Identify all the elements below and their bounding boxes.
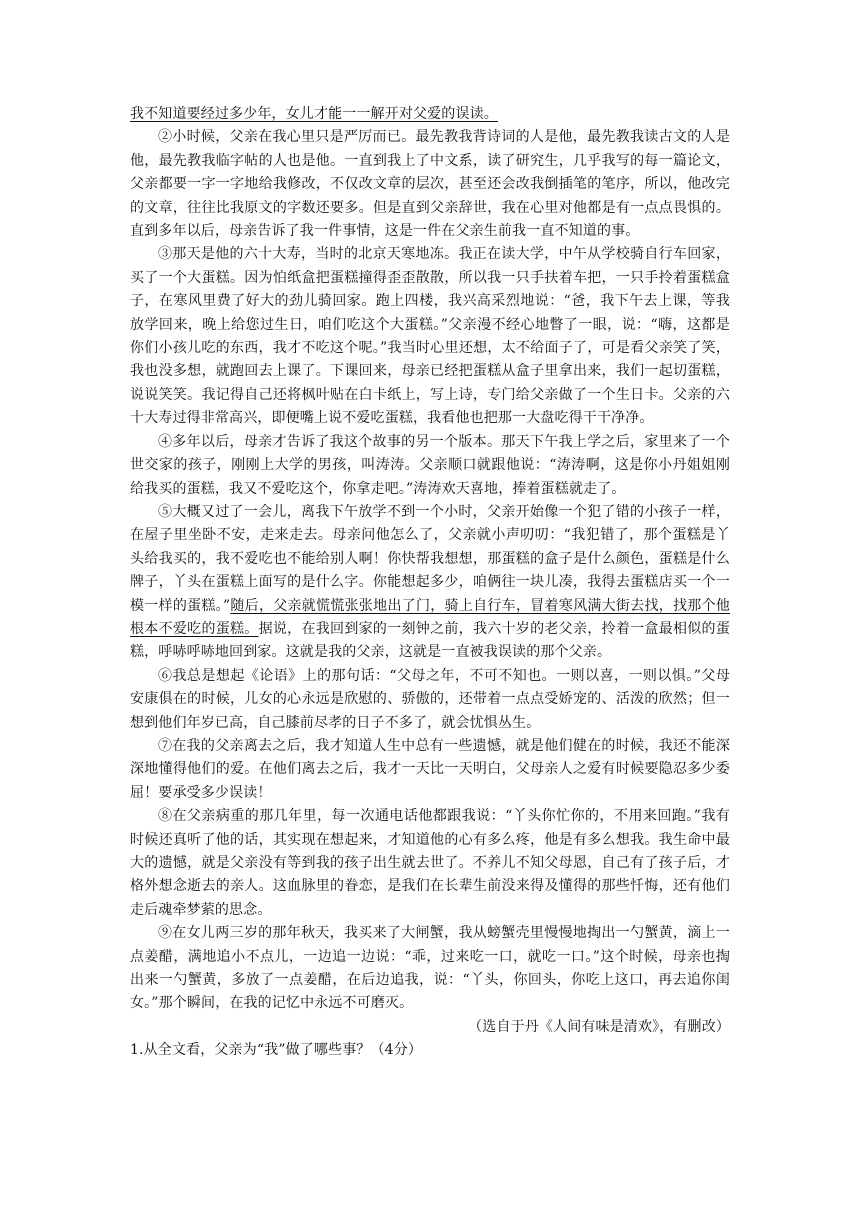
- intro-line: [130, 103, 730, 126]
- paragraph-7: ⑦在我的父亲离去之后，我才知道人生中总有一些遗憾，就是他们健在的时候，我还不能深深地懂得他们的爱。在他们离去之后，我才一天比一天明白，父母亲人之爱有时候要隐忍多少委屈！要承受多少误读！: [130, 737, 730, 801]
- paragraph-2: ②小时候，父亲在我心里只是严厉而已。最先教我背诗词的人是他，最先教我读古文的人是他，最先教我临字帖的人也是他。一直到我上了中文系，读了研究生，几乎我写的每一篇论文，父亲都要一字一字地给我修改，不仅改文章的层次，甚至还会改我倒插笔的笔序，所以，他改完的文章，往往比我原文的字数还要多。但是直到父亲辞世，我在心里对他都是有一点点畏惧的。直到多年以后，母亲告诉了我一件事情，这是一件在父亲生前我一直不知道的事。: [130, 129, 730, 240]
- paragraph-4: ④多年以后，母亲才告诉了我这个故事的另一个版本。那天下午我上学之后，家里来了一个世交家的孩子，刚刚上大学的男孩，叫涛涛。父亲顺口就跟他说：“涛涛啊，这是你小丹姐姐刚给我买的蛋糕，我又不爱吃这个，你拿走吧。”涛涛欢天喜地，捧着蛋糕就走了。: [130, 433, 730, 497]
- underlined-intro-sentence: 我不知道要经过多少年，女儿才能一一解开对父爱的误读。: [130, 106, 498, 122]
- paragraph-5: [130, 501, 730, 665]
- question-1: 1.从全文看，父亲为“我”做了哪些事？（4分）: [130, 1042, 423, 1059]
- paragraph-3: ③那天是他的六十大寿，当时的北京天寒地冻。我正在读大学，中午从学校骑自行车回家，买了一个大蛋糕。因为怕纸盒把蛋糕撞得歪歪散散，所以我一只手扶着车把，一只手拎着蛋糕盒子，在寒风里费了好大的劲儿骑回家。跑上四楼，我兴高采烈地说：“爸，我下午去上课，等我放学回来，晚上给您过生日，咱们吃这个大蛋糕。”父亲漫不经心地瞥了一眼，说：“嗨，这都是你们小孩儿吃的东西，我才不吃这个呢。”我当时心里还想，太不给面子了，可是看父亲笑了笑，我也没多想，就跑回去上课了。下课回来，母亲已经把蛋糕从盒子里拿出来，我们一起切蛋糕，说说笑笑。我记得自己还将枫叶贴在白卡纸上，写上诗，专门给父亲做了一个生日卡。父亲的六十大寿过得非常高兴，即便嘴上说不爱吃蛋糕，我看他也把那一大盘吃得干干净净。: [130, 246, 730, 427]
- paragraph-6: ⑥我总是想起《论语》上的那句话：“父母之年，不可不知也。一则以喜，一则以惧。”父母安康俱在的时候，儿女的心永远是欣慰的、骄傲的，还带着一点点受娇宠的、活泼的欣然；但一想到他们年岁已高，自己膝前尽孝的日子不多了，就会忧惧丛生。: [130, 667, 730, 731]
- paragraph-5-part-a: ⑤大概又过了一会儿，离我下午放学不到一个小时，父亲开始像一个犯了错的小孩子一样，在屋子里坐卧不安，走来走去。母亲问他怎么了，父亲就小声叨叨：“我犯错了，那个蛋糕是丫头给我买的，我不爱吃也不能给别人啊！你快帮我想想，那蛋糕的盒子是什么颜色，蛋糕是什么牌子，丫头在蛋糕上面写的是什么字。你能想起多少，咱俩往一块儿凑，我得去蛋糕店买一个一模一样的蛋糕。”: [130, 503, 730, 614]
- paragraph-5-part-b: 据说，在我回到家的一刻钟之前，我六十岁的老父亲，拎着一盒最相似的蛋糕，呼哧呼哧地回到家。这就是我的父亲，这就是一直被我误读的那个父亲。: [130, 620, 730, 661]
- paragraph-9: ⑨在女儿两三岁的那年秋天，我买来了大闸蟹，我从螃蟹壳里慢慢地掏出一勺蟹黄，滴上一点姜醋，满地追小不点儿，一边追一边说：“乖，过来吃一口，就吃一口。”这个时候，母亲也掏出来一勺蟹黄，多放了一点姜醋，在后边追我，说：“丫头，你回头，你吃上这口，再去追你闺女。”那个瞬间，在我的记忆中永远不可磨灭。: [130, 925, 730, 1012]
- source-citation: （选自于丹《人间有味是清欢》，有删改）: [468, 1018, 730, 1035]
- paragraph-8: ⑧在父亲病重的那几年里，每一次通电话他都跟我说：“丫头你忙你的，不用来回跑。”我有时候还真听了他的话，其实现在想起来，才知道他的心有多么疼，他是有多么想我。我生命中最大的遗憾，就是父亲没有等到我的孩子出生就去世了。不养儿不知父母恩，自己有了孩子后，才格外想念逝去的亲人。这血脉里的眷恋，是我们在长辈生前没来得及懂得的那些忏悔，还有他们走后魂牵梦萦的思念。: [130, 808, 730, 918]
- document-page: [130, 103, 730, 1063]
- underlined-sentence: 随后，父亲就慌慌张张地出了门，骑上自行车，冒着寒风满大街去找，找那个他根本不爱吃的蛋糕。: [130, 597, 731, 637]
